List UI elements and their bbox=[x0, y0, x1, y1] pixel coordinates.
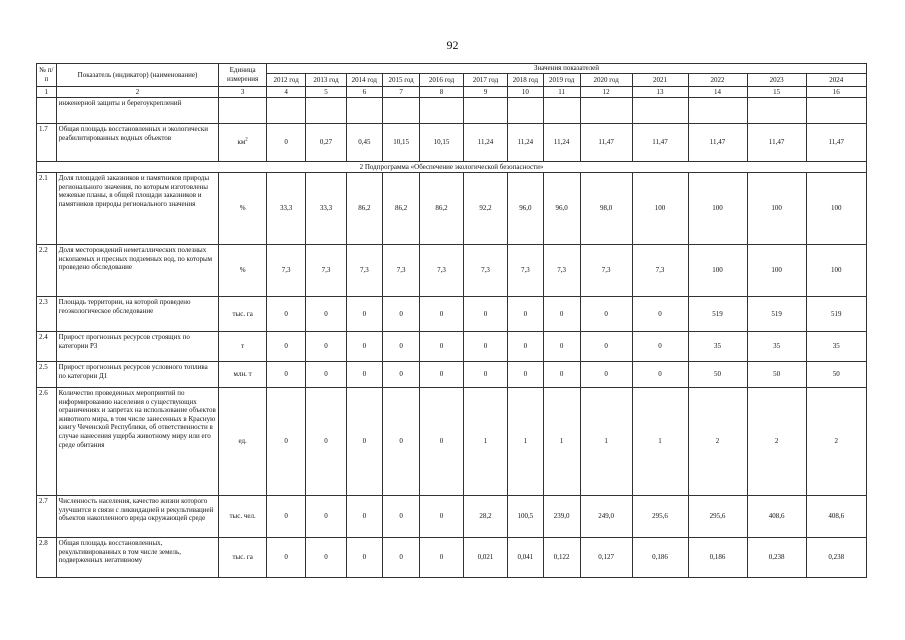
value-cell: 0,45 bbox=[346, 124, 382, 162]
value-cell: 92,2 bbox=[463, 173, 508, 245]
value-cell: 0 bbox=[508, 297, 543, 332]
row-name: Общая площадь восстановленных и экологически реабилитированных водных объектов bbox=[56, 124, 219, 162]
row-num: 2.6 bbox=[37, 388, 57, 496]
value-cell: 519 bbox=[806, 297, 866, 332]
year-header: 2017 год bbox=[463, 74, 508, 87]
value-cell: 0 bbox=[580, 362, 632, 388]
value-cell: 0 bbox=[306, 388, 346, 496]
row-num: 2.4 bbox=[37, 332, 57, 362]
column-number: 2 bbox=[56, 87, 219, 98]
value-cell: 10,15 bbox=[420, 124, 464, 162]
values-header: Значения показателей bbox=[266, 64, 866, 74]
value-cell: 1 bbox=[508, 388, 543, 496]
value-cell: 100 bbox=[806, 173, 866, 245]
value-cell: 100 bbox=[806, 245, 866, 297]
value-cell: 11,47 bbox=[806, 124, 866, 162]
row-name: Общая площадь восстановленных, рекультивированных в том числе земель, подверженных негативному bbox=[56, 538, 219, 578]
header-row bbox=[37, 64, 867, 74]
value-cell: 0 bbox=[266, 388, 305, 496]
value-cell: 408,6 bbox=[747, 496, 806, 538]
row-num: 2.7 bbox=[37, 496, 57, 538]
value-cell: 0,238 bbox=[806, 538, 866, 578]
column-number: 13 bbox=[632, 87, 688, 98]
value-cell: 35 bbox=[806, 332, 866, 362]
row-num: 1.7 bbox=[37, 124, 57, 162]
value-cell: 0 bbox=[543, 297, 580, 332]
column-number: 6 bbox=[346, 87, 382, 98]
value-cell: 0 bbox=[382, 297, 419, 332]
value-cell: 2 bbox=[747, 388, 806, 496]
column-number: 9 bbox=[463, 87, 508, 98]
row-name: Доля площадей заказников и памятников природы регионального значения, по которым изготовлены межевые планы, в общей площади заказников и памятников природы регионального значения bbox=[56, 173, 219, 245]
value-cell: 249,0 bbox=[580, 496, 632, 538]
value-cell: 0 bbox=[543, 332, 580, 362]
value-cell: 0 bbox=[266, 538, 305, 578]
value-cell: 0 bbox=[580, 297, 632, 332]
value-cell: 0 bbox=[420, 496, 464, 538]
column-numbers-row bbox=[37, 87, 867, 98]
year-header: 2016 год bbox=[420, 74, 464, 87]
value-cell: 519 bbox=[688, 297, 747, 332]
row-unit: млн. т bbox=[219, 362, 267, 388]
value-cell: 11,24 bbox=[463, 124, 508, 162]
row-unit: тыс. га bbox=[219, 297, 267, 332]
value-cell: 7,3 bbox=[382, 245, 419, 297]
year-header: 2020 год bbox=[580, 74, 632, 87]
value-cell: 0 bbox=[266, 332, 305, 362]
value-cell: 1 bbox=[463, 388, 508, 496]
value-cell: 0 bbox=[346, 332, 382, 362]
row-unit bbox=[219, 124, 267, 162]
column-number: 1 bbox=[37, 87, 57, 98]
year-header: 2018 год bbox=[508, 74, 543, 87]
value-cell: 0,186 bbox=[688, 538, 747, 578]
value-cell: 35 bbox=[747, 332, 806, 362]
value-cell: 2 bbox=[688, 388, 747, 496]
value-cell: 0 bbox=[306, 496, 346, 538]
value-cell: 0,186 bbox=[632, 538, 688, 578]
value-cell: 100,5 bbox=[508, 496, 543, 538]
value-cell: 7,3 bbox=[508, 245, 543, 297]
year-header: 2021 bbox=[632, 74, 688, 87]
value-cell: 98,0 bbox=[580, 173, 632, 245]
value-cell: 7,3 bbox=[346, 245, 382, 297]
value-cell: 0 bbox=[420, 332, 464, 362]
row-name: Доля месторождений неметаллических полезных ископаемых и пресных подземных вод, по которым проведено обследование bbox=[56, 245, 219, 297]
value-cell: 0 bbox=[382, 496, 419, 538]
column-number: 16 bbox=[806, 87, 866, 98]
unit-superscript: 2 bbox=[245, 137, 248, 143]
indicators-table bbox=[36, 63, 867, 578]
value-cell: 86,2 bbox=[346, 173, 382, 245]
continuation-row bbox=[37, 98, 867, 124]
table-row bbox=[37, 332, 867, 362]
column-number: 8 bbox=[420, 87, 464, 98]
value-cell: 0 bbox=[346, 388, 382, 496]
value-cell: 11,47 bbox=[747, 124, 806, 162]
value-cell: 0 bbox=[632, 297, 688, 332]
row-unit: т bbox=[219, 332, 267, 362]
value-cell: 0 bbox=[420, 388, 464, 496]
row-num: 2.2 bbox=[37, 245, 57, 297]
value-cell: 0 bbox=[346, 297, 382, 332]
value-cell: 0,27 bbox=[306, 124, 346, 162]
value-cell: 11,47 bbox=[580, 124, 632, 162]
row-num bbox=[37, 98, 57, 124]
value-cell: 0,127 bbox=[580, 538, 632, 578]
value-cell: 0 bbox=[543, 362, 580, 388]
value-cell: 519 bbox=[747, 297, 806, 332]
value-cell: 0,021 bbox=[463, 538, 508, 578]
section-title: 2 Подпрограмма «Обеспечение экологической безопасности» bbox=[37, 162, 867, 173]
value-cell: 0 bbox=[420, 538, 464, 578]
value-cell: 0 bbox=[306, 362, 346, 388]
column-number: 10 bbox=[508, 87, 543, 98]
column-number: 15 bbox=[747, 87, 806, 98]
value-cell: 0 bbox=[346, 362, 382, 388]
value-cell: 11,47 bbox=[632, 124, 688, 162]
value-cell: 86,2 bbox=[382, 173, 419, 245]
value-cell: 0 bbox=[346, 496, 382, 538]
value-cell: 100 bbox=[688, 173, 747, 245]
row-num: 2.8 bbox=[37, 538, 57, 578]
year-header: 2014 год bbox=[346, 74, 382, 87]
table-row bbox=[37, 245, 867, 297]
indicator-header: Показатель (индикатор) (наименование) bbox=[56, 64, 219, 87]
value-cell: 100 bbox=[688, 245, 747, 297]
table-row bbox=[37, 496, 867, 538]
row-num: 2.3 bbox=[37, 297, 57, 332]
year-header: 2015 год bbox=[382, 74, 419, 87]
value-cell: 0 bbox=[463, 297, 508, 332]
year-header: 2023 bbox=[747, 74, 806, 87]
value-cell: 0 bbox=[632, 332, 688, 362]
value-cell: 2 bbox=[806, 388, 866, 496]
value-cell: 100 bbox=[747, 245, 806, 297]
value-cell: 7,3 bbox=[420, 245, 464, 297]
value-cell: 0 bbox=[346, 538, 382, 578]
value-cell: 0 bbox=[508, 362, 543, 388]
value-cell: 0 bbox=[632, 362, 688, 388]
unit-text: км bbox=[237, 138, 246, 147]
value-cell: 0 bbox=[580, 332, 632, 362]
row-unit: % bbox=[219, 245, 267, 297]
row-name: Площадь территории, на которой проведено геоэкологическое обследование bbox=[56, 297, 219, 332]
value-cell: 0,122 bbox=[543, 538, 580, 578]
column-number: 3 bbox=[219, 87, 267, 98]
row-name: Численность населения, качество жизни которого улучшится в связи с ликвидацией и рекультивацией объектов накопленного вреда окружающей среде bbox=[56, 496, 219, 538]
value-cell: 0 bbox=[420, 362, 464, 388]
value-cell: 100 bbox=[632, 173, 688, 245]
value-cell: 7,3 bbox=[306, 245, 346, 297]
value-cell: 7,3 bbox=[632, 245, 688, 297]
column-number: 7 bbox=[382, 87, 419, 98]
value-cell: 0 bbox=[463, 332, 508, 362]
column-number: 14 bbox=[688, 87, 747, 98]
value-cell: 0,041 bbox=[508, 538, 543, 578]
value-cell: 100 bbox=[747, 173, 806, 245]
value-cell: 11,24 bbox=[508, 124, 543, 162]
value-cell: 0 bbox=[266, 124, 305, 162]
value-cell: 7,3 bbox=[543, 245, 580, 297]
column-number: 12 bbox=[580, 87, 632, 98]
value-cell: 0 bbox=[508, 332, 543, 362]
value-cell: 11,47 bbox=[688, 124, 747, 162]
table-row bbox=[37, 173, 867, 245]
value-cell: 28,2 bbox=[463, 496, 508, 538]
value-cell: 0 bbox=[420, 297, 464, 332]
value-cell: 50 bbox=[806, 362, 866, 388]
table-row bbox=[37, 297, 867, 332]
value-cell: 7,3 bbox=[580, 245, 632, 297]
value-cell: 33,3 bbox=[266, 173, 305, 245]
value-cell: 11,24 bbox=[543, 124, 580, 162]
value-cell: 295,6 bbox=[688, 496, 747, 538]
value-cell: 408,6 bbox=[806, 496, 866, 538]
value-cell: 96,0 bbox=[543, 173, 580, 245]
value-cell: 96,0 bbox=[508, 173, 543, 245]
page-number: 92 bbox=[446, 38, 459, 52]
value-cell: 0,238 bbox=[747, 538, 806, 578]
value-cell: 86,2 bbox=[420, 173, 464, 245]
row-name: инженерной защиты и берегоукреплений bbox=[56, 98, 219, 124]
section-row bbox=[37, 162, 867, 173]
value-cell: 50 bbox=[688, 362, 747, 388]
row-unit: % bbox=[219, 173, 267, 245]
value-cell: 1 bbox=[632, 388, 688, 496]
value-cell: 0 bbox=[306, 538, 346, 578]
value-cell: 0 bbox=[382, 362, 419, 388]
year-header: 2022 bbox=[688, 74, 747, 87]
value-cell: 10,15 bbox=[382, 124, 419, 162]
value-cell: 0 bbox=[463, 362, 508, 388]
table-row bbox=[37, 362, 867, 388]
value-cell: 1 bbox=[543, 388, 580, 496]
row-unit: ед. bbox=[219, 388, 267, 496]
table-row bbox=[37, 388, 867, 496]
value-cell: 0 bbox=[382, 538, 419, 578]
value-cell: 0 bbox=[382, 388, 419, 496]
row-unit: тыс. чел. bbox=[219, 496, 267, 538]
value-cell: 7,3 bbox=[463, 245, 508, 297]
column-number: 11 bbox=[543, 87, 580, 98]
row-name: Прирост прогнозных ресурсов условного топлива по категории Д1 bbox=[56, 362, 219, 388]
unit-header: Единица измерения bbox=[219, 64, 267, 87]
value-cell: 0 bbox=[382, 332, 419, 362]
column-number: 5 bbox=[306, 87, 346, 98]
row-name: Прирост прогнозных ресурсов строящих по категории Р3 bbox=[56, 332, 219, 362]
table-row bbox=[37, 124, 867, 162]
value-cell: 295,6 bbox=[632, 496, 688, 538]
year-header: 2019 год bbox=[543, 74, 580, 87]
year-header: 2013 год bbox=[306, 74, 346, 87]
row-unit: тыс. га bbox=[219, 538, 267, 578]
value-cell: 0 bbox=[266, 362, 305, 388]
num-header: № п/п bbox=[37, 64, 57, 87]
value-cell: 0 bbox=[306, 332, 346, 362]
value-cell: 50 bbox=[747, 362, 806, 388]
year-header: 2024 bbox=[806, 74, 866, 87]
column-number: 4 bbox=[266, 87, 305, 98]
value-cell: 0 bbox=[306, 297, 346, 332]
row-num: 2.5 bbox=[37, 362, 57, 388]
value-cell: 239,0 bbox=[543, 496, 580, 538]
row-unit bbox=[219, 98, 267, 124]
value-cell: 7,3 bbox=[266, 245, 305, 297]
value-cell: 33,3 bbox=[306, 173, 346, 245]
row-num: 2.1 bbox=[37, 173, 57, 245]
value-cell: 0 bbox=[266, 496, 305, 538]
value-cell: 1 bbox=[580, 388, 632, 496]
year-header: 2012 год bbox=[266, 74, 305, 87]
table-row bbox=[37, 538, 867, 578]
row-name: Количество проведенных мероприятий по информированию населения о существующих ограничениях и запретах на использование объектов животного мира, в том числе занесенных в Красную книгу Чеченской Республики, об ответственности в случае нанесения ущерба животному миру или его среде обитания bbox=[56, 388, 219, 496]
value-cell: 35 bbox=[688, 332, 747, 362]
value-cell: 0 bbox=[266, 297, 305, 332]
